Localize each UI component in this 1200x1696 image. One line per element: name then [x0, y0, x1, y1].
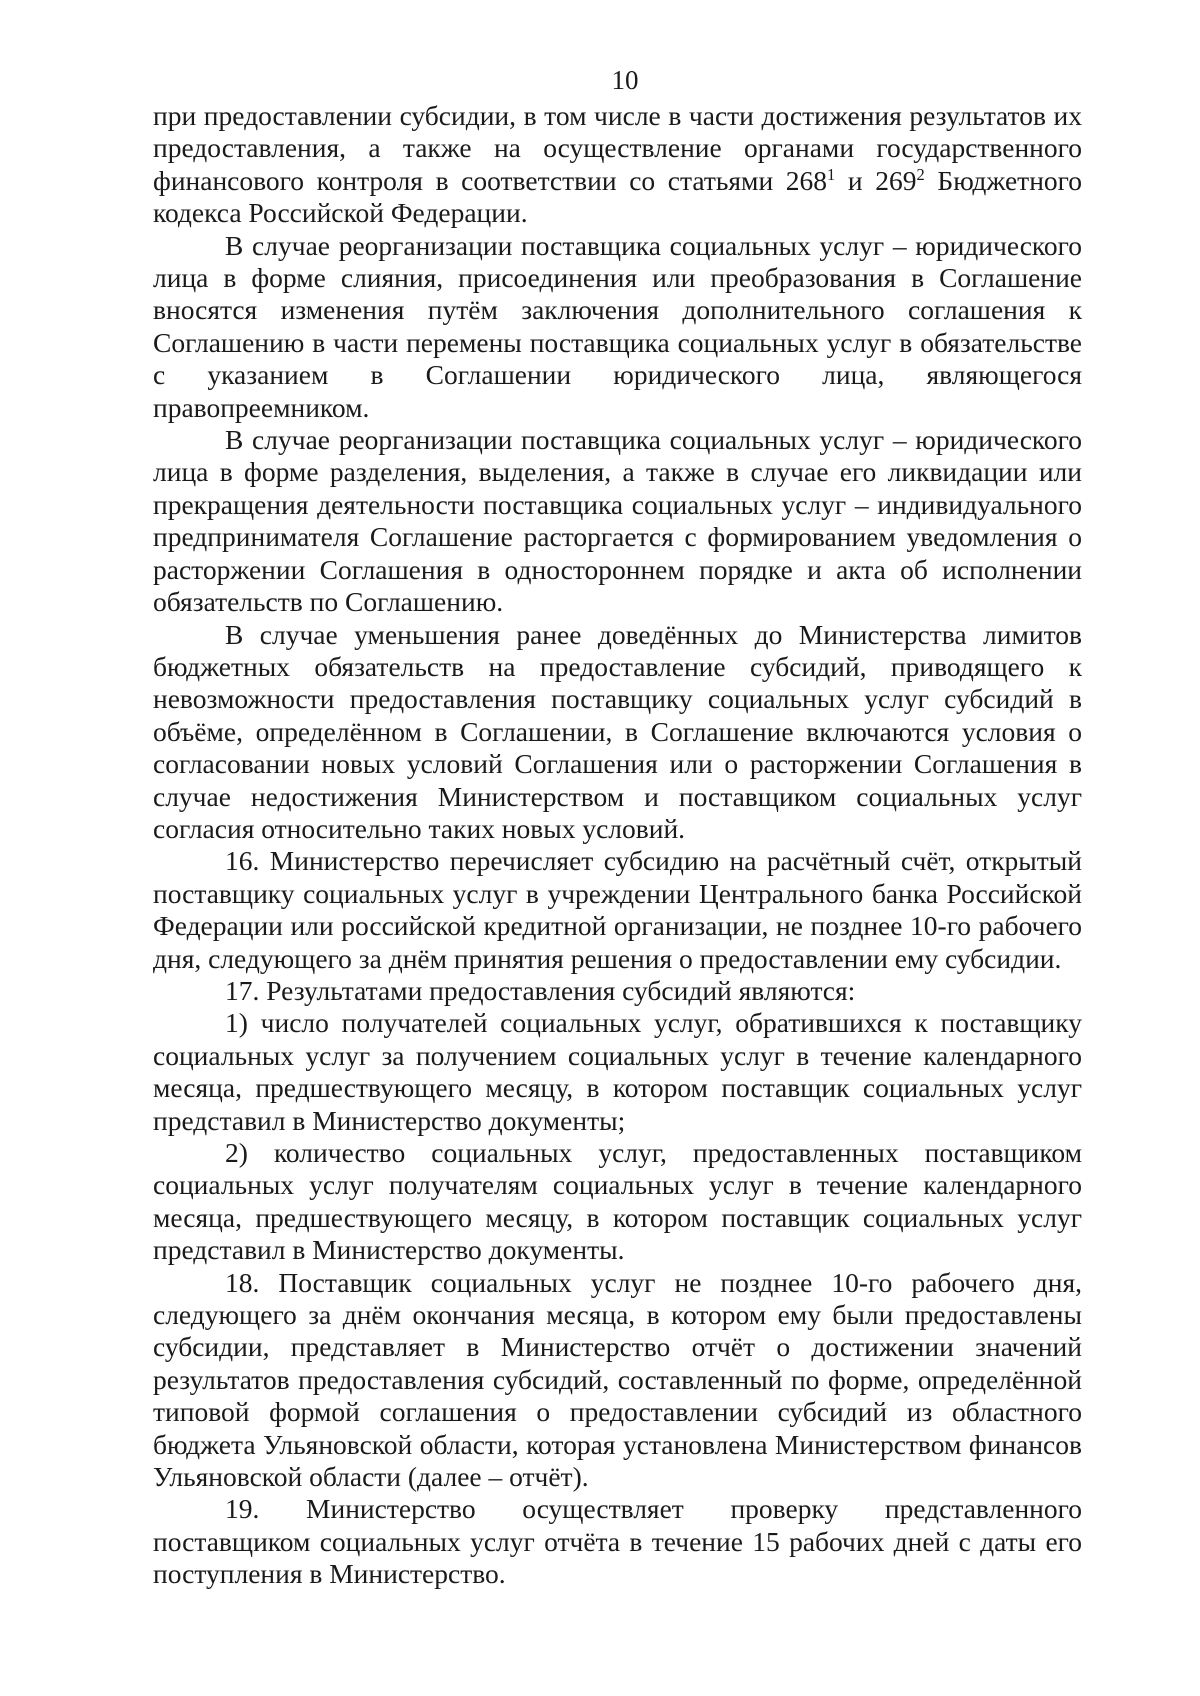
paragraph-text: и 269 — [835, 164, 917, 196]
paragraph-continuation — [153, 100, 1082, 230]
page-number: 10 — [611, 65, 639, 95]
list-item-1: 1) число получателей социальных услуг, обратившихся к поставщику социальных услуг за получением социальных услуг в течение календарного месяца, предшествующего месяцу, в котором поставщик социальных услуг представил в Министерство документы; — [153, 1007, 1082, 1136]
paragraph-text: при предоставлении субсидии, в том числе в части достижения результатов их предоставления, а также на осуществление органами государственного финансового контроля в соответствии со статьями 268 — [153, 100, 1082, 196]
paragraph-17: 17. Результатами предоставления субсидий являются: — [225, 974, 856, 1006]
list-item-2: 2) количество социальных услуг, предоставленных поставщиком социальных услуг получателям социальных услуг в течение календарного месяца, предшествующего месяцу, в котором поставщик социальных услуг представил в Министерство документы. — [153, 1137, 1082, 1266]
paragraph-19: 19. Министерство осуществляет проверку представленного поставщиком социальных услуг отчёта в течение 15 рабочих дней с даты его поступления в Министерство. — [153, 1493, 1082, 1590]
paragraph-reorganization-merger: В случае реорганизации поставщика социальных услуг – юридического лица в форме слияния, присоединения или преобразования в Соглашение вносятся изменения путём заключения дополнительного соглашения к Соглашению в части перемены поставщика социальных услуг в обязательстве с указанием в Соглашении юридического лица, являющегося правопреемником. — [153, 229, 1082, 423]
paragraph-18: 18. Поставщик социальных услуг не позднее 10-го рабочего дня, следующего за днём окончания месяца, в котором ему были предоставлены субсидии, представляет в Министерство отчёт о достижении значений результатов предоставления субсидий, составленный по форме, определённой типовой формой соглашения о предоставлении субсидий из областного бюджета Ульяновской области, которая установлена Министерством финансов Ульяновской области (далее – отчёт). — [153, 1266, 1082, 1493]
paragraph-limits-reduction: В случае уменьшения ранее доведённых до Министерства лимитов бюджетных обязательств на предоставление субсидий, приводящего к невозможности предоставления поставщику социальных услуг субсидий в объёме, определённом в Соглашении, в Соглашение включаются условия о согласовании новых условий Соглашения или о расторжении Соглашения в случае недостижения Министерством и поставщиком социальных услуг согласия относительно таких новых условий. — [153, 618, 1082, 844]
superscript-2: 2 — [916, 164, 925, 184]
paragraph-reorganization-division: В случае реорганизации поставщика социальных услуг – юридического лица в форме разделения, выделения, а также в случае его ликвидации или прекращения деятельности поставщика социальных услуг – индивидуального предпринимателя Соглашение расторгается с формированием уведомления о расторжении Соглашения в одностороннем порядке и акта об исполнении обязательств по Соглашению. — [153, 424, 1082, 618]
superscript-1: 1 — [827, 164, 836, 184]
paragraph-text: Бюджетного кодекса Российской Федерации. — [153, 164, 1083, 229]
paragraph-16: 16. Министерство перечисляет субсидию на расчётный счёт, открытый поставщику социальных услуг в учреждении Центрального банка Российской Федерации или российской кредитной организации, не позднее 10-го рабочего дня, следующего за днём принятия решения о предоставлении ему субсидии. — [153, 845, 1082, 974]
